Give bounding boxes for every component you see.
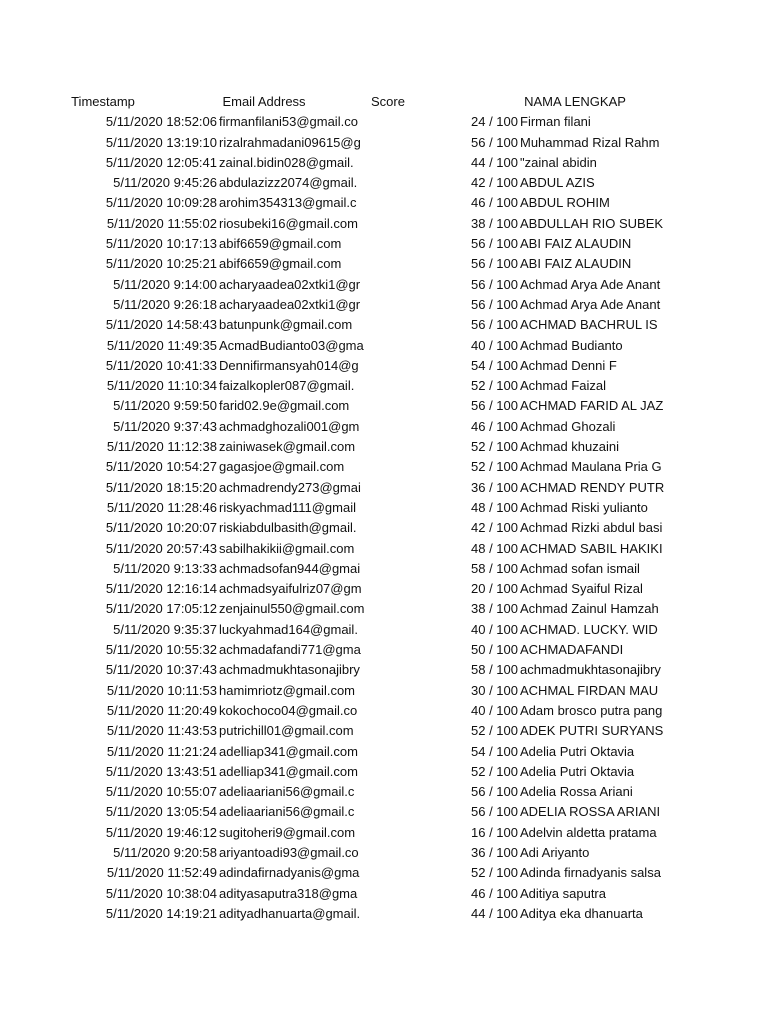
table-row [0,518,768,538]
score-cell: 40 / 100 [471,337,518,353]
timestamp-cell: 5/11/2020 10:54:27 [105,459,217,475]
name-cell: Achmad Budianto [520,337,623,353]
table-row [0,214,768,234]
table-row [0,417,768,437]
table-row [0,133,768,153]
score-cell: 38 / 100 [471,601,518,617]
email-cell: zainal.bidin028@gmail. [219,154,354,170]
timestamp-cell: 5/11/2020 14:19:21 [105,905,217,921]
score-cell: 16 / 100 [471,824,518,840]
table-row [0,559,768,579]
timestamp-cell: 5/11/2020 13:43:51 [105,763,217,779]
table-row [0,742,768,762]
email-cell: achmadafandi771@gma [219,642,361,658]
email-cell: abdulazizz2074@gmail. [219,175,358,191]
timestamp-cell: 5/11/2020 11:12:38 [106,439,217,455]
timestamp-cell: 5/11/2020 18:15:20 [105,479,217,495]
score-cell: 58 / 100 [471,662,518,678]
table-row [0,660,768,680]
name-cell: Achmad Syaiful Rizal [520,581,643,597]
name-cell: "zainal abidin [520,154,597,170]
timestamp-cell: 5/11/2020 20:57:43 [105,540,217,556]
timestamp-cell: 5/11/2020 11:52:49 [106,865,217,881]
timestamp-cell: 5/11/2020 10:55:32 [105,642,217,658]
timestamp-cell: 5/11/2020 12:16:14 [105,581,217,597]
name-cell: ABDUL ROHIM [520,195,610,211]
score-cell: 44 / 100 [471,905,518,921]
score-cell: 20 / 100 [471,581,518,597]
table-row [0,356,768,376]
timestamp-cell: 5/11/2020 18:52:06 [105,114,217,130]
timestamp-cell: 5/11/2020 11:49:35 [106,337,217,353]
email-cell: adelliap341@gmail.com [219,743,358,759]
name-cell: Achmad Ghozali [520,418,616,434]
email-cell: achmadmukhtasonajibry [219,662,360,678]
email-cell: achmadrendy273@gmai [219,479,361,495]
score-cell: 24 / 100 [471,114,518,130]
table-row [0,478,768,498]
score-cell: 42 / 100 [471,520,518,536]
table-row [0,823,768,843]
table-row [0,498,768,518]
email-cell: rizalrahmadani09615@g [219,134,361,150]
email-cell: adityadhanuarta@gmail. [219,905,361,921]
score-cell: 46 / 100 [471,195,518,211]
timestamp-cell: 5/11/2020 10:20:07 [105,520,217,536]
timestamp-cell: 5/11/2020 9:37:43 [113,418,217,434]
table-row [0,437,768,457]
score-cell: 52 / 100 [471,763,518,779]
name-cell: Achmad Denni F [520,357,617,373]
score-cell: 56 / 100 [471,134,518,150]
table-row [0,539,768,559]
email-cell: firmanfilani53@gmail.co [219,114,358,130]
table-row [0,802,768,822]
name-cell: Adelia Rossa Ariani [520,784,633,800]
table-row [0,762,768,782]
score-cell: 58 / 100 [471,560,518,576]
name-cell: ACHMADAFANDI [520,642,624,658]
header-score: Score [371,94,405,109]
timestamp-cell: 5/11/2020 10:37:43 [105,662,217,678]
email-cell: batunpunk@gmail.com [219,317,353,333]
email-cell: Dennifirmansyah014@g [219,357,359,373]
table-row [0,721,768,741]
score-cell: 56 / 100 [471,804,518,820]
timestamp-cell: 5/11/2020 11:55:02 [106,215,217,231]
email-cell: luckyahmad164@gmail. [219,621,358,637]
score-cell: 56 / 100 [471,256,518,272]
score-cell: 48 / 100 [471,499,518,515]
table-row [0,376,768,396]
table-row [0,457,768,477]
email-cell: putrichill01@gmail.com [219,723,354,739]
email-cell: sugitoheri9@gmail.com [219,824,356,840]
name-cell: Achmad khuzaini [520,439,619,455]
table-row [0,153,768,173]
email-cell: achmadghozali001@gm [219,418,360,434]
email-cell: abif6659@gmail.com [219,236,342,252]
spreadsheet-table [0,92,768,924]
score-cell: 52 / 100 [471,865,518,881]
email-cell: achmadsyaifulriz07@gm [219,581,362,597]
score-cell: 48 / 100 [471,540,518,556]
email-cell: adindafirnadyanis@gma [219,865,360,881]
score-cell: 40 / 100 [471,702,518,718]
timestamp-cell: 5/11/2020 9:13:33 [113,560,217,576]
timestamp-cell: 5/11/2020 9:26:18 [113,296,217,312]
email-cell: zenjainul550@gmail.com [219,601,365,617]
name-cell: ADEK PUTRI SURYANS [520,723,664,739]
table-row [0,315,768,335]
table-row [0,863,768,883]
email-cell: AcmadBudianto03@gma [219,337,364,353]
score-cell: 30 / 100 [471,682,518,698]
timestamp-cell: 5/11/2020 9:45:26 [113,175,217,191]
score-cell: 40 / 100 [471,621,518,637]
name-cell: Adelia Putri Oktavia [520,763,635,779]
name-cell: achmadmukhtasonajibry [520,662,661,678]
score-cell: 56 / 100 [471,398,518,414]
table-row [0,904,768,924]
score-cell: 36 / 100 [471,479,518,495]
score-cell: 44 / 100 [471,154,518,170]
email-cell: zainiwasek@gmail.com [219,439,356,455]
table-row [0,681,768,701]
header-name: NAMA LENGKAP [524,94,626,109]
name-cell: Adinda firnadyanis salsa [520,865,661,881]
name-cell: Muhammad Rizal Rahm [520,134,660,150]
table-row [0,640,768,660]
email-cell: abif6659@gmail.com [219,256,342,272]
score-cell: 56 / 100 [471,236,518,252]
timestamp-cell: 5/11/2020 9:59:50 [113,398,217,414]
score-cell: 46 / 100 [471,418,518,434]
name-cell: ACHMAD. LUCKY. WID [520,621,658,637]
timestamp-cell: 5/11/2020 10:11:53 [106,682,217,698]
name-cell: Achmad Faizal [520,378,606,394]
score-cell: 56 / 100 [471,784,518,800]
table-row [0,275,768,295]
name-cell: Aditya eka dhanuarta [520,905,643,921]
email-cell: arohim354313@gmail.c [219,195,357,211]
timestamp-cell: 5/11/2020 14:58:43 [105,317,217,333]
name-cell: Aditiya saputra [520,885,606,901]
table-row [0,599,768,619]
name-cell: Achmad Arya Ade Anant [520,276,661,292]
score-cell: 52 / 100 [471,378,518,394]
email-cell: adeliaariani56@gmail.c [219,784,355,800]
timestamp-cell: 5/11/2020 19:46:12 [105,824,217,840]
email-cell: adityasaputra318@gma [219,885,358,901]
header-timestamp: Timestamp [71,94,135,109]
timestamp-cell: 5/11/2020 10:25:21 [105,256,217,272]
score-cell: 52 / 100 [471,459,518,475]
timestamp-cell: 5/11/2020 9:14:00 [113,276,217,292]
table-row [0,193,768,213]
name-cell: ABDUL AZIS [520,175,595,191]
table-row [0,843,768,863]
timestamp-cell: 5/11/2020 9:20:58 [113,844,217,860]
score-cell: 38 / 100 [471,215,518,231]
score-cell: 54 / 100 [471,743,518,759]
score-cell: 54 / 100 [471,357,518,373]
email-cell: riskyachmad111@gmail [219,499,356,515]
timestamp-cell: 5/11/2020 11:10:34 [106,378,217,394]
email-cell: acharyaadea02xtki1@gr [219,296,361,312]
score-cell: 36 / 100 [471,844,518,860]
name-cell: Achmad Maulana Pria G [520,459,662,475]
email-cell: achmadsofan944@gmai [219,560,361,576]
name-cell: ACHMAL FIRDAN MAU [520,682,659,698]
score-cell: 56 / 100 [471,317,518,333]
name-cell: ABI FAIZ ALAUDIN [520,236,632,252]
timestamp-cell: 5/11/2020 10:38:04 [105,885,217,901]
header-row [0,92,768,112]
name-cell: ACHMAD SABIL HAKIKI [520,540,663,556]
name-cell: ACHMAD RENDY PUTR [520,479,665,495]
timestamp-cell: 5/11/2020 10:41:33 [105,357,217,373]
score-cell: 56 / 100 [471,276,518,292]
email-cell: ariyantoadi93@gmail.co [219,844,359,860]
email-cell: adeliaariani56@gmail.c [219,804,355,820]
email-cell: farid02.9e@gmail.com [219,398,350,414]
email-cell: sabilhakikii@gmail.com [219,540,355,556]
email-cell: kokochoco04@gmail.co [219,702,358,718]
table-row [0,579,768,599]
email-cell: hamimriotz@gmail.com [219,682,355,698]
score-cell: 52 / 100 [471,439,518,455]
name-cell: ABI FAIZ ALAUDIN [520,256,632,272]
table-row [0,112,768,132]
table-row [0,884,768,904]
table-row [0,254,768,274]
email-cell: faizalkopler087@gmail. [219,378,355,394]
email-cell: acharyaadea02xtki1@gr [219,276,361,292]
name-cell: Achmad Zainul Hamzah [520,601,659,617]
timestamp-cell: 5/11/2020 11:43:53 [106,723,217,739]
name-cell: ACHMAD FARID AL JAZ [520,398,664,414]
timestamp-cell: 5/11/2020 10:09:28 [105,195,217,211]
timestamp-cell: 5/11/2020 11:28:46 [106,499,217,515]
name-cell: Achmad sofan ismail [520,560,640,576]
timestamp-cell: 5/11/2020 13:05:54 [105,804,217,820]
timestamp-cell: 5/11/2020 17:05:12 [105,601,217,617]
score-cell: 46 / 100 [471,885,518,901]
table-row [0,701,768,721]
header-email: Email Address [222,94,306,109]
name-cell: Adam brosco putra pang [520,702,663,718]
table-row [0,782,768,802]
name-cell: ACHMAD BACHRUL IS [520,317,658,333]
score-cell: 50 / 100 [471,642,518,658]
score-cell: 52 / 100 [471,723,518,739]
table-row [0,396,768,416]
timestamp-cell: 5/11/2020 13:19:10 [105,134,217,150]
table-body [0,112,768,924]
name-cell: Achmad Arya Ade Anant [520,296,661,312]
name-cell: Adelvin aldetta pratama [520,824,657,840]
name-cell: ADELIA ROSSA ARIANI [520,804,661,820]
timestamp-cell: 5/11/2020 10:55:07 [105,784,217,800]
email-cell: gagasjoe@gmail.com [219,459,345,475]
table-row [0,173,768,193]
score-cell: 56 / 100 [471,296,518,312]
table-row [0,620,768,640]
name-cell: Adelia Putri Oktavia [520,743,635,759]
name-cell: Achmad Riski yulianto [520,499,648,515]
score-cell: 42 / 100 [471,175,518,191]
table-row [0,234,768,254]
table-row [0,295,768,315]
timestamp-cell: 5/11/2020 11:21:24 [106,743,217,759]
name-cell: Adi Ariyanto [520,844,590,860]
table-row [0,336,768,356]
timestamp-cell: 5/11/2020 10:17:13 [105,236,217,252]
name-cell: ABDULLAH RIO SUBEK [520,215,664,231]
email-cell: adelliap341@gmail.com [219,763,358,779]
name-cell: Achmad Rizki abdul basi [520,520,663,536]
timestamp-cell: 5/11/2020 12:05:41 [105,154,217,170]
timestamp-cell: 5/11/2020 9:35:37 [113,621,217,637]
timestamp-cell: 5/11/2020 11:20:49 [106,702,217,718]
email-cell: riosubeki16@gmail.com [219,215,358,231]
email-cell: riskiabdulbasith@gmail. [219,520,357,536]
name-cell: Firman filani [520,114,591,130]
